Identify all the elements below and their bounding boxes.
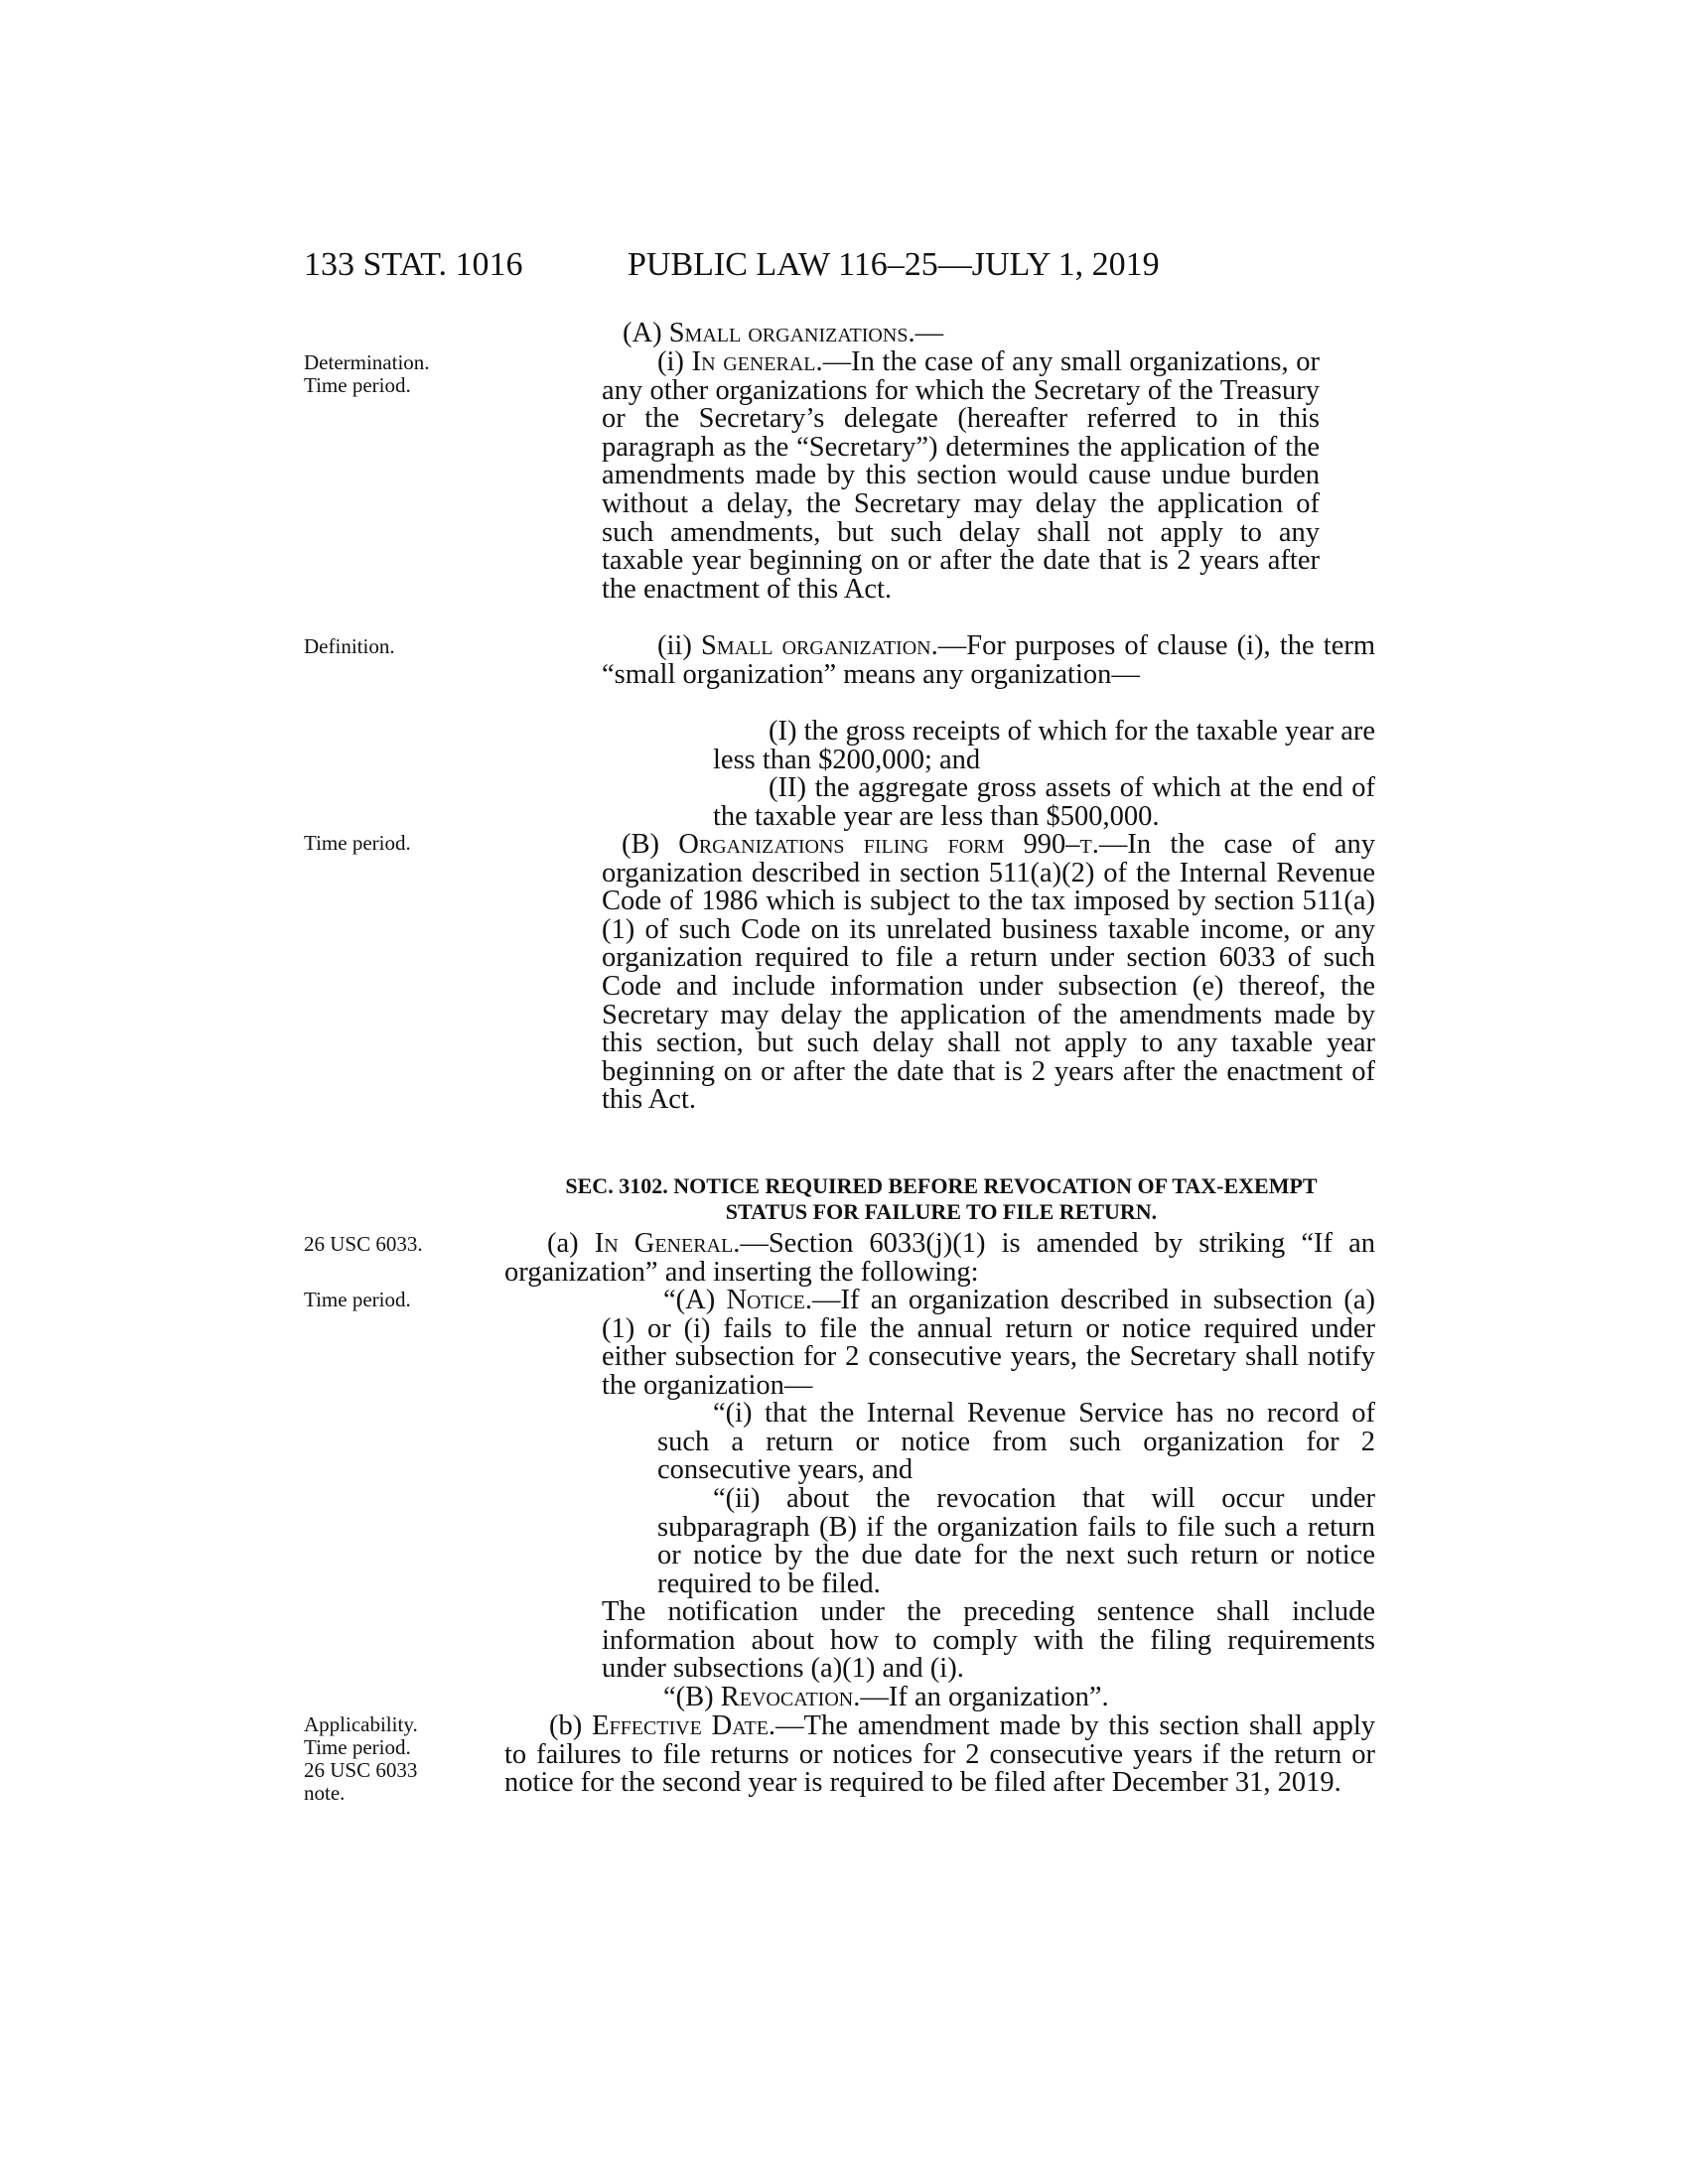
paragraph-b: (B) Organizations filing form 990–t.—In the case of any organization described in section 511(a)(2) of the Internal Revenue Code of 1986 which is subject to the tax imposed by section 511(a)(1) of such Code on its unrelated business taxable income, or any organization required to file a return under section 6033 of such Code and include information under subsection (e) thereof, the Secretary may delay the application of the amendments made by this section, but such delay shall not apply to any taxable year beginning on or after the date that is 2 years after the enactment of this Act. (602, 829, 1375, 1116)
subclause-I: (I) the gross receipts of which for the taxable year are less than $200,000; and (713, 716, 1375, 775)
paragraph-a-heading: (A) Small organizations.— (623, 318, 944, 348)
margin-note-determination: Determination. Time period. (304, 350, 430, 397)
section-heading-line-2: STATUS FOR FAILURE TO FILE RETURN. (725, 1199, 1158, 1224)
page-header-title: PUBLIC LAW 116–25—JULY 1, 2019 (628, 246, 1160, 283)
quoted-paragraph-b-revocation: “(B) Revocation.—If an organization”. (663, 1682, 1109, 1712)
margin-note-time-period: Time period. (304, 1288, 411, 1311)
page-stat-citation: 133 STAT. 1016 (304, 246, 523, 283)
notification-paragraph: The notification under the preceding sentence shall include information about how to comply with the filing requirements under subsections (a)(1) and (i). (602, 1596, 1375, 1685)
margin-note-usc: 26 USC 6033. (304, 1232, 423, 1256)
subclause-II: (II) the aggregate gross assets of which at the end of the taxable year are less than $500,000. (713, 772, 1375, 832)
margin-note-applicability: Applicability. Time period. 26 USC 6033 note. (304, 1712, 418, 1805)
subsection-a: (a) In General.—Section 6033(j)(1) is amended by striking “If an organization” and inserting the following: (504, 1228, 1375, 1288)
section-heading-line-1: SEC. 3102. NOTICE REQUIRED BEFORE REVOCATION OF TAX-EXEMPT (565, 1173, 1318, 1198)
margin-note-definition: Definition. (304, 634, 395, 658)
margin-note-time-period: Time period. (304, 831, 411, 855)
quoted-clause-ii: “(ii) about the revocation that will occur under subparagraph (B) if the organization fails to file such a return or notice by the due date for the next such return or notice required to be filed. (657, 1483, 1375, 1599)
clause-ii-small-organization: (ii) Small organization.—For purposes of clause (i), the term “small organization” means any organization— (602, 630, 1375, 690)
subsection-b-effective-date: (b) Effective Date.—The amendment made by this section shall apply to failures to file returns or notices for 2 consecutive years if the return or notice for the second year is required to be filed after December 31, 2019. (504, 1710, 1375, 1799)
quoted-paragraph-a-notice: “(A) Notice.—If an organization described in subsection (a)(1) or (i) fails to file the annual return or notice required under either subsection for 2 consecutive years, the Secretary shall notify the organization— (602, 1285, 1375, 1401)
quoted-clause-i: “(i) that the Internal Revenue Service has no record of such a return or notice from such organization for 2 consecutive years, and (657, 1398, 1375, 1486)
section-heading (504, 1173, 1378, 1225)
clause-i-in-general: (i) In general.—In the case of any small organizations, or any other organizations for which the Secretary of the Treasury or the Secretary’s delegate (hereafter referred to in this paragraph as the “Secretary”) determines the application of the amendments made by this section would cause undue burden without a delay, the Secretary may delay the application of such amendments, but such delay shall not apply to any taxable year beginning on or after the date that is 2 years after the enactment of this Act. (602, 346, 1320, 605)
